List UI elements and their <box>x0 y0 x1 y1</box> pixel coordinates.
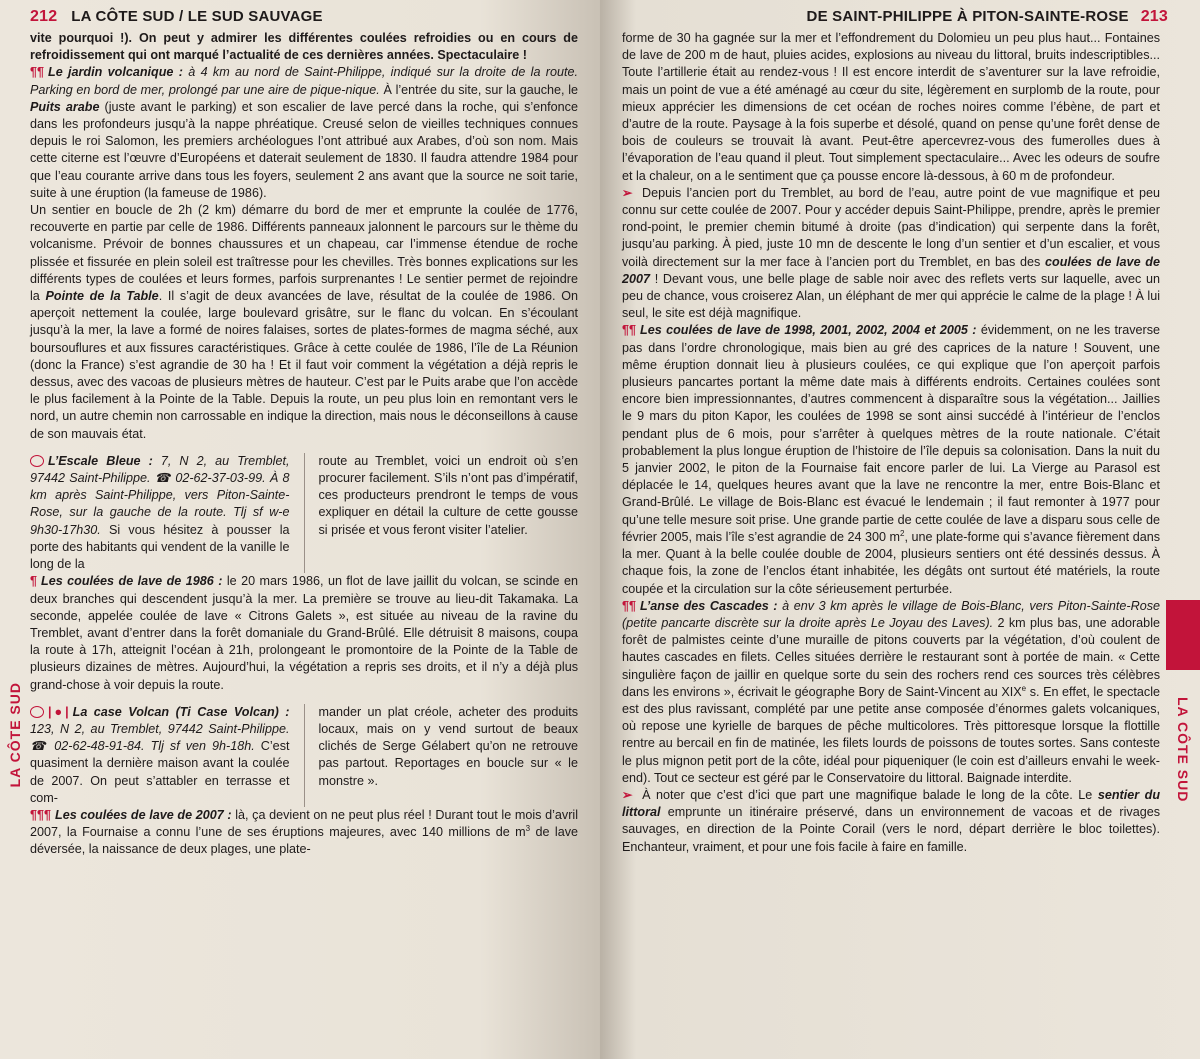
right-page <box>600 0 1200 1059</box>
shop-icon <box>30 706 44 718</box>
sentier-paragraph <box>622 787 1160 856</box>
tremblet-text: ! Devant vous, une belle plage de sable noir avec des reflets verts sur laquelle, avec un peu de chance, vous croiserez Alan, un éléphant de mer qui apprécie le calme de la plage ! À lui seul, le site est déjà magnifique. <box>622 271 1160 321</box>
right-running-title: DE SAINT-PHILIPPE À PITON-SAINTE-ROSE <box>806 8 1129 25</box>
jardin-text: Un sentier en boucle de 2h (2 km) démarre du bord de mer et emprunte la coulée de 1776, recouverte en partie par celle de 1986. Différents panneaux jalonnent le parcours sur le thème du volcanisme. Prévoir de bonnes chaussures et un chapeau, car l’immense étendue de roche plissée et fissurée en plein soleil est traîtresse pour les chevilles. Très bonnes explications sur les différents types de coulées et leurs formes, parfois surprenantes ! Le sentier permet de rejoindre la <box>30 203 578 304</box>
coulees-1986-body: le 20 mars 1986, un flot de lave jaillit du volcan, se scinde en deux branches qui descendent jusqu’à la mer. La première se trouve au lieu-dit Takamaka. La seconde, appelée coulée de lave « Citrons Galets », est située au niveau de la ravine du Tremblet, avant d’entrer dans la forêt domaniale du Grand-Brûlé. Elle détruisit 8 maisons, coupa la route à 17h, atteignit l’océan à 21h, prolongeant le promontoire de la Pointe de la Table de plusieurs dizaines de mètres. Aujourd’hui, la végétation a repris ses droits, et il n’y a déjà plus grand-chose à voir depuis la route. <box>30 574 578 692</box>
sentier-text: À noter que c’est d’ici que part une magnifique balade le long de la côte. Le <box>636 787 1098 802</box>
shop-icon <box>30 455 44 467</box>
case-volcan-title: La case Volcan (Ti Case Volcan) : <box>72 704 290 719</box>
coulees-2007-continued: forme de 30 ha gagnée sur la mer et l’effondrement du Dolomieu un peu plus haut... Fontaines de lave de 200 m de haut, pluies acides, explosions au niveau du littoral, bruits indescriptibles... Toute l’artillerie était au rendez-vous ! Il est encore interdit de s’aventurer sur la lave refroidie, mais un point de vue a été aménagé au cœur du site, légèrement en surplomb de la route, pour mieux apprécier les dimensions de cet océan de roches noires comme l’ébène, de part et d’autre de la route. Paysage à la fois superbe et désolé, quand on pense qu’une forêt dense de bois de couleurs se trouvait là avant. Peut-être apercevrez-vous des fumerolles dues à l’évaporation de l’eau quand il pleut. Tout simplement spectaculaire... Avec les odeurs de soufre et la chaleur, on a le sentiment que ça pousse encore là-dessous, à 60 m de profondeur. <box>622 31 1160 183</box>
left-side-tab <box>2 640 28 830</box>
coulees-multi-body: , une plate-forme qui s’avance fièrement dans la mer. Quant à la belle coulée double de 2004, plusieurs sentiers ont été dessinés dessus. À chaque fois, la zone de l’enclos étant inhabitée, les dégâts ont surtout été matériels, la route coupée et la circulation sur la côte sérieusement perturbée. <box>622 529 1160 596</box>
rating-icon: ¶¶ <box>30 65 45 80</box>
pointe-table-label: Pointe de la Table <box>45 289 159 304</box>
rating-icon: ¶¶ <box>622 323 637 338</box>
cascades-title: L’anse des Cascades : <box>640 598 778 613</box>
cascades-body: 2 km plus bas, une adorable forêt de palmistes ceinte d’une muraille de pitons couverts par la végétation, d’où coulent de hautes cascades en filets. Celles situées derrière le restaurant sont à portée de main. « Cette singulière façon de jaillir en quelque sorte du sein des rochers rend ces sources très célèbres dans les environs », écrivait le géographe Bory de Saint-Vincent au XIX <box>622 615 1160 699</box>
right-running-head <box>622 8 1168 30</box>
coulees-2007-entry <box>30 807 578 859</box>
tremblet-bold: coulées de lave de 2007 <box>622 254 1160 286</box>
superscript: e <box>1021 683 1027 693</box>
case-volcan-entry <box>30 704 578 807</box>
rating-icon: ¶ <box>30 574 38 589</box>
left-side-tab-label: LA CÔTE SUD <box>7 682 23 788</box>
case-volcan-body: C’est quasiment la dernière maison avant la coulée de 2007. On peut s’attabler en terrasse et com- <box>30 739 290 805</box>
coulees-1986-title: Les coulées de lave de 1986 : <box>41 574 223 589</box>
cascades-body: s. En effet, le spectacle est des plus ravissant, complété par une petite anse composée d’énormes galets volcaniques, où repose une kyrielle de barques de pêche multicolores. Très pittoresque lorsque la flottille rentre au bercail en fin de matinée, les filets lourds de poissons de toutes sortes. Sans conteste le plus mignon petit port de la côte, idéal pour piqueniquer (le coin est d’ailleurs envahi le week-end). Tout ce secteur est géré par le Conservatoire du littoral. Baignade interdite. <box>622 684 1160 785</box>
restaurant-icon: |●| <box>48 704 69 719</box>
rating-icon: ¶¶¶ <box>30 807 52 822</box>
superscript: 2 <box>899 528 905 538</box>
jardin-subtitle: à 4 km au nord de Saint-Philippe, indiqué sur la droite de la route. Parking en bord de mer, prolongé par une aire de pique-nique. <box>30 65 579 97</box>
column-divider <box>304 453 305 573</box>
jardin-text: À l’entrée du site, sur la gauche, le <box>379 82 579 97</box>
coulees-multi-entry <box>622 322 1160 597</box>
coulees-multi-title: Les coulées de lave de 1998, 2001, 2002, 2004 et 2005 : <box>640 323 977 338</box>
case-volcan-left-col <box>30 704 290 807</box>
left-running-title: LA CÔTE SUD / LE SUD SAUVAGE <box>71 8 323 25</box>
right-column <box>622 30 1168 856</box>
escale-body: Si vous hésitez à pousser la porte des habitants qui vendent de la vanille le long de la <box>30 522 290 572</box>
right-side-tab-label: LA CÔTE SUD <box>1175 697 1191 803</box>
left-column <box>30 30 578 859</box>
tremblet-paragraph <box>622 185 1160 323</box>
left-page-number: 212 <box>30 8 58 25</box>
column-divider <box>304 704 305 807</box>
arrow-icon: ➢ <box>622 787 633 802</box>
intro-paragraph: vite pourquoi !). On peut y admirer les différentes coulées refroidies ou en cours de refroidissement qui ont marqué l’actualité de ces dernières années. Spectaculaire ! <box>30 31 578 63</box>
escale-bleue-entry <box>30 453 578 573</box>
rating-icon: ¶¶ <box>622 598 637 613</box>
jardin-text: (juste avant le parking) et son escalier de lave percé dans la roche, qui s’enfonce dans les profondeurs jusqu’à la nappe phréatique. Creusé selon de vieilles techniques connues depuis le roi Salomon, les premiers archéologues l’ont attribué aux Arabes, d’où son nom. Mais cette citerne est l’œuvre d’Européens et daterait seulement de 1830. Il faudra attendre 1984 pour que l’eau courante arrive dans tous les foyers, seulement 2 ans avant que la source ne soit tarie, suite à une éruption (la fameuse de 1986). <box>30 99 578 200</box>
jardin-text: . Il s’agit de deux avancées de lave, résultat de la coulée de 1986. On aperçoit nettement la coulée, large boulevard grisâtre, sur le flanc du volcan. En s’écoulant jusqu’à la mer, la lave a formé de noires falaises, sortes de plates-formes de magma séché, aux boursouflures et aux fissures caractéristiques. Grâce à cette coulée de 1986, l’île de La Réunion (donc la France) s’est agrandie de 30 ha ! Et il faut voir comment la végétation a déjà repris le dessus, avec des vacoas de plusieurs mètres de hauteur. C’est par le Puits arabe que l’on accède le plus facilement à la Pointe de la Table. Depuis la route, un peu plus loin en remontant vers le nord, un autre chemin non carrossable en indique la direction, mais nous le déconseillons à cause de son mauvais état. <box>30 289 578 441</box>
jardin-paragraph-2 <box>30 202 578 443</box>
coulees-1986-entry <box>30 573 578 693</box>
superscript: 3 <box>525 823 531 833</box>
escale-left-col <box>30 453 290 573</box>
coulees-2007-body: de lave déversée, la naissance de deux plages, une plate- <box>30 825 579 857</box>
cascades-subtitle: à env 3 km après le village de Bois-Blanc, vers Piton-Sainte-Rose (petite pancarte discrète sur la droite après Le Joyau des Laves). <box>622 598 1160 630</box>
jardin-entry <box>30 64 578 202</box>
sentier-text: emprunte un itinéraire préservé, dans un environnement de vacoas et de rivages sauvages, en direction de la Pointe Corail (vers le nord, départ derrière le bloc toilettes). Enchanteur, vraiment, et pour une fois facile à faire en famille. <box>622 805 1160 854</box>
escale-info: 7, N 2, au Tremblet, 97442 Saint-Philippe. ☎ 02-62-37-03-99. À 8 km après Saint-Philippe, vers Piton-Sainte-Rose, sur la gauche de la route. Tlj sf w-e 9h30-17h30. <box>30 453 290 537</box>
escale-title: L’Escale Bleue : <box>48 453 153 468</box>
coulees-2007-title: Les coulées de lave de 2007 : <box>55 807 232 822</box>
escale-right-col: route au Tremblet, voici un endroit où s’en procurer facilement. S’ils n’ont pas d’impératif, ces producteurs prendront le temps de vous expliquer en détail la culture de cette gousse si prisée et vous feront visiter l’atelier. <box>318 453 578 537</box>
case-volcan-right-col: mander un plat créole, acheter des produits locaux, mais on y vend surtout de beaux clichés de Serge Gélabert qu’on ne retrouve pas partout. Reportages en boucle sur « le monstre ». <box>318 704 578 788</box>
coulees-multi-body: évidemment, on ne les traverse pas dans l’ordre chronologique, mais bien au gré des caprices de la nature ! Souvent, une même éruption donnait lieu à plusieurs coulées, ce qui explique que l’on aperçoit parfois plusieurs pancartes portant la même date mais à différents endroits. Certaines coulées sont encore bien impressionnantes, d’autres commencent à disparaître sous la végétation... Jaillies le 9 mars du piton Kapor, les coulées de 1998 se sont ainsi succédé à l’intérieur de l’enclos pendant plus de 6 mois, pour s’arrêter à quelques mètres de la route nationale. C’était probablement la plus longue éruption de l’histoire de l’île depuis sa colonisation. Dans la nuit du 5 janvier 2002, le piton de la Fournaise fait encore parler de lui. La Vierge au Parasol est déplacée le 14, quelques heures avant que la lave ne rencontre la mer, entre Bois-Blanc et Grand-Brûlé. Le village de Bois-Blanc est évacué le lendemain ; il faut remonter à 1977 pour qu’une telle mesure soit prise. Une grande partie de cette coulée de lave a disparu sous celle de février 2005, mais l’île s’est agrandie de 24 300 m <box>622 323 1160 544</box>
cascades-entry <box>622 598 1160 787</box>
coulees-2007-body: là, ça devient on ne peut plus réel ! Durant tout le mois d’avril 2007, la Fournaise a connu l’une de ses éruptions majeures, avec 140 millions de m <box>30 807 579 840</box>
puits-arabe-label: Puits arabe <box>30 99 100 114</box>
case-volcan-info: 123, N 2, au Tremblet, 97442 Saint-Philippe. ☎ 02-62-48-91-84. Tlj sf ven 9h-18h. <box>30 721 290 754</box>
left-running-head <box>30 8 578 30</box>
arrow-icon: ➢ <box>622 185 633 200</box>
tremblet-text: Depuis l’ancien port du Tremblet, au bord de l’eau, autre point de vue magnifique et peu connu sur cette coulée de 2007. Pour y accéder depuis Saint-Philippe, prendre, après le premier rond-point, le premier chemin bitumé à droite (pas d’indication) qui serpente dans la forêt, jusqu’au parking. À pied, juste 10 mn de descente le long d’un sentier et d’un escalier, et vous voilà directement sur la mer face à l’ancien port du Tremblet, en bas des <box>622 185 1160 269</box>
right-side-tab <box>1170 660 1196 840</box>
sentier-bold: sentier du littoral <box>622 787 1161 820</box>
right-page-number: 213 <box>1140 8 1168 25</box>
jardin-title: Le jardin volcanique : <box>48 65 183 80</box>
